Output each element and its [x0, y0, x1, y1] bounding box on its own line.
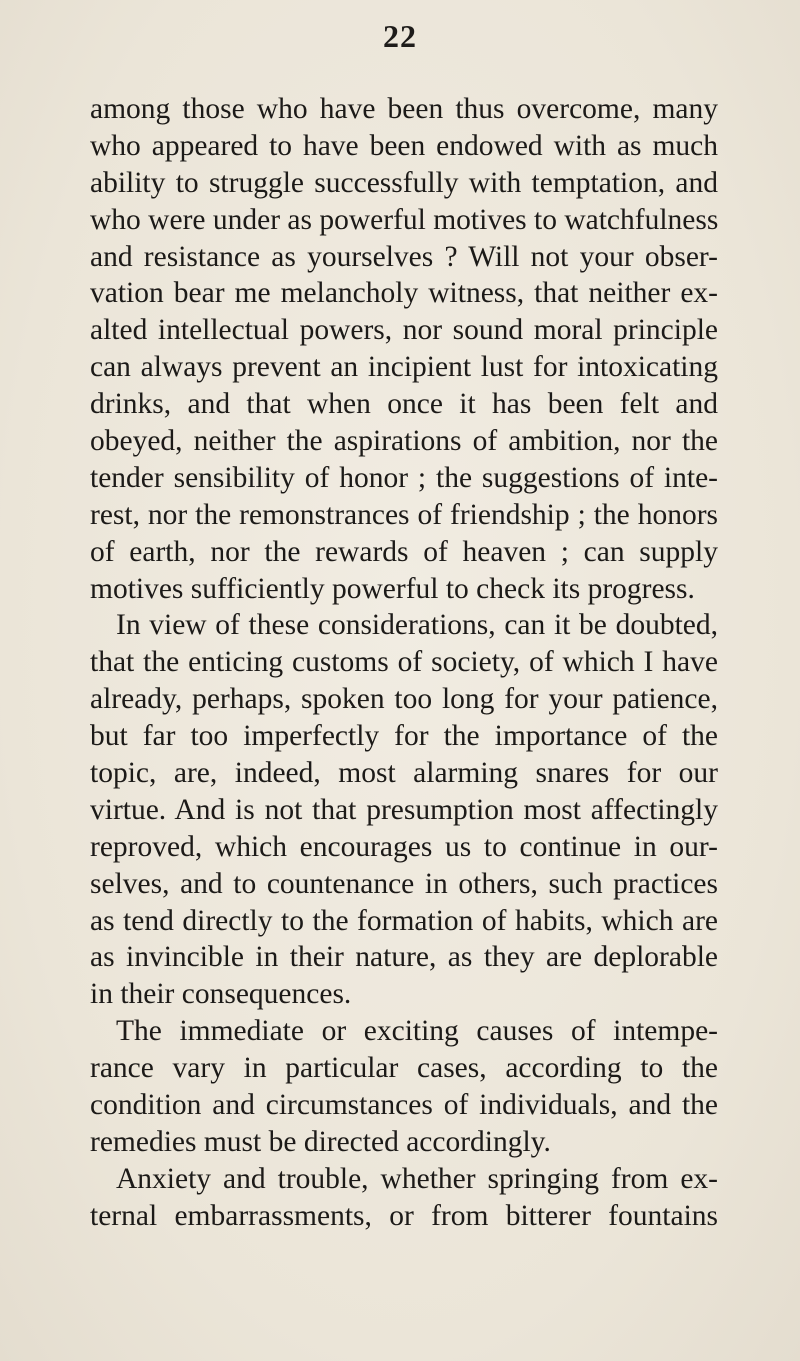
text-line: virtue. And is not that presumption most affectingly — [90, 793, 718, 826]
text-line: and resistance as yourselves ? Will not your obser- — [90, 240, 718, 273]
page-number: 22 — [383, 18, 417, 54]
text-line: Anxiety and trouble, whether springing from ex- — [116, 1162, 718, 1195]
text-line: remedies must be directed accordingly. — [90, 1125, 551, 1158]
text-line: ability to struggle successfully with temptation, and — [90, 166, 718, 199]
text-line: that the enticing customs of society, of which I have — [90, 646, 718, 679]
text-line: topic, are, indeed, most alarming snares for our — [90, 757, 718, 790]
text-line: rance vary in particular cases, according to the — [90, 1052, 718, 1085]
text-line: as tend directly to the formation of habits, which are — [90, 904, 718, 937]
text-line: but far too imperfectly for the importance of the — [90, 720, 718, 753]
text-line: obeyed, neither the aspirations of ambition, nor the — [90, 425, 718, 458]
text-line: In view of these considerations, can it be doubted, — [116, 609, 718, 642]
text-line: in their consequences. — [90, 978, 352, 1011]
text-line: rest, nor the remonstrances of friendship ; the honors — [90, 498, 718, 531]
text-line: who appeared to have been endowed with as much — [90, 129, 718, 162]
text-line: alted intellectual powers, nor sound moral principle — [90, 314, 718, 347]
text-line: as invincible in their nature, as they are deplorable — [90, 941, 718, 974]
text-line: selves, and to countenance in others, such practices — [90, 867, 718, 900]
text-line: motives sufficiently powerful to check its progress. — [90, 572, 695, 605]
text-line: of earth, nor the rewards of heaven ; can supply — [90, 535, 718, 568]
body-text — [90, 91, 718, 1235]
text-line: among those who have been thus overcome, many — [90, 93, 718, 125]
text-line: ternal embarrassments, or from bitterer fountains — [90, 1199, 718, 1232]
text-line: already, perhaps, spoken too long for your patience, — [90, 683, 718, 716]
text-line: The immediate or exciting causes of intempe- — [116, 1015, 718, 1048]
text-line: can always prevent an incipient lust for intoxicating — [90, 351, 718, 384]
text-line: tender sensibility of honor ; the suggestions of inte- — [90, 461, 718, 494]
text-line: reproved, which encourages us to continue in our- — [90, 830, 718, 863]
text-line: who were under as powerful motives to watchfulness — [90, 203, 719, 236]
text-line: vation bear me melancholy witness, that neither ex- — [90, 277, 718, 310]
text-line: condition and circumstances of individuals, and the — [90, 1089, 718, 1122]
text-line: drinks, and that when once it has been felt and — [90, 388, 718, 421]
